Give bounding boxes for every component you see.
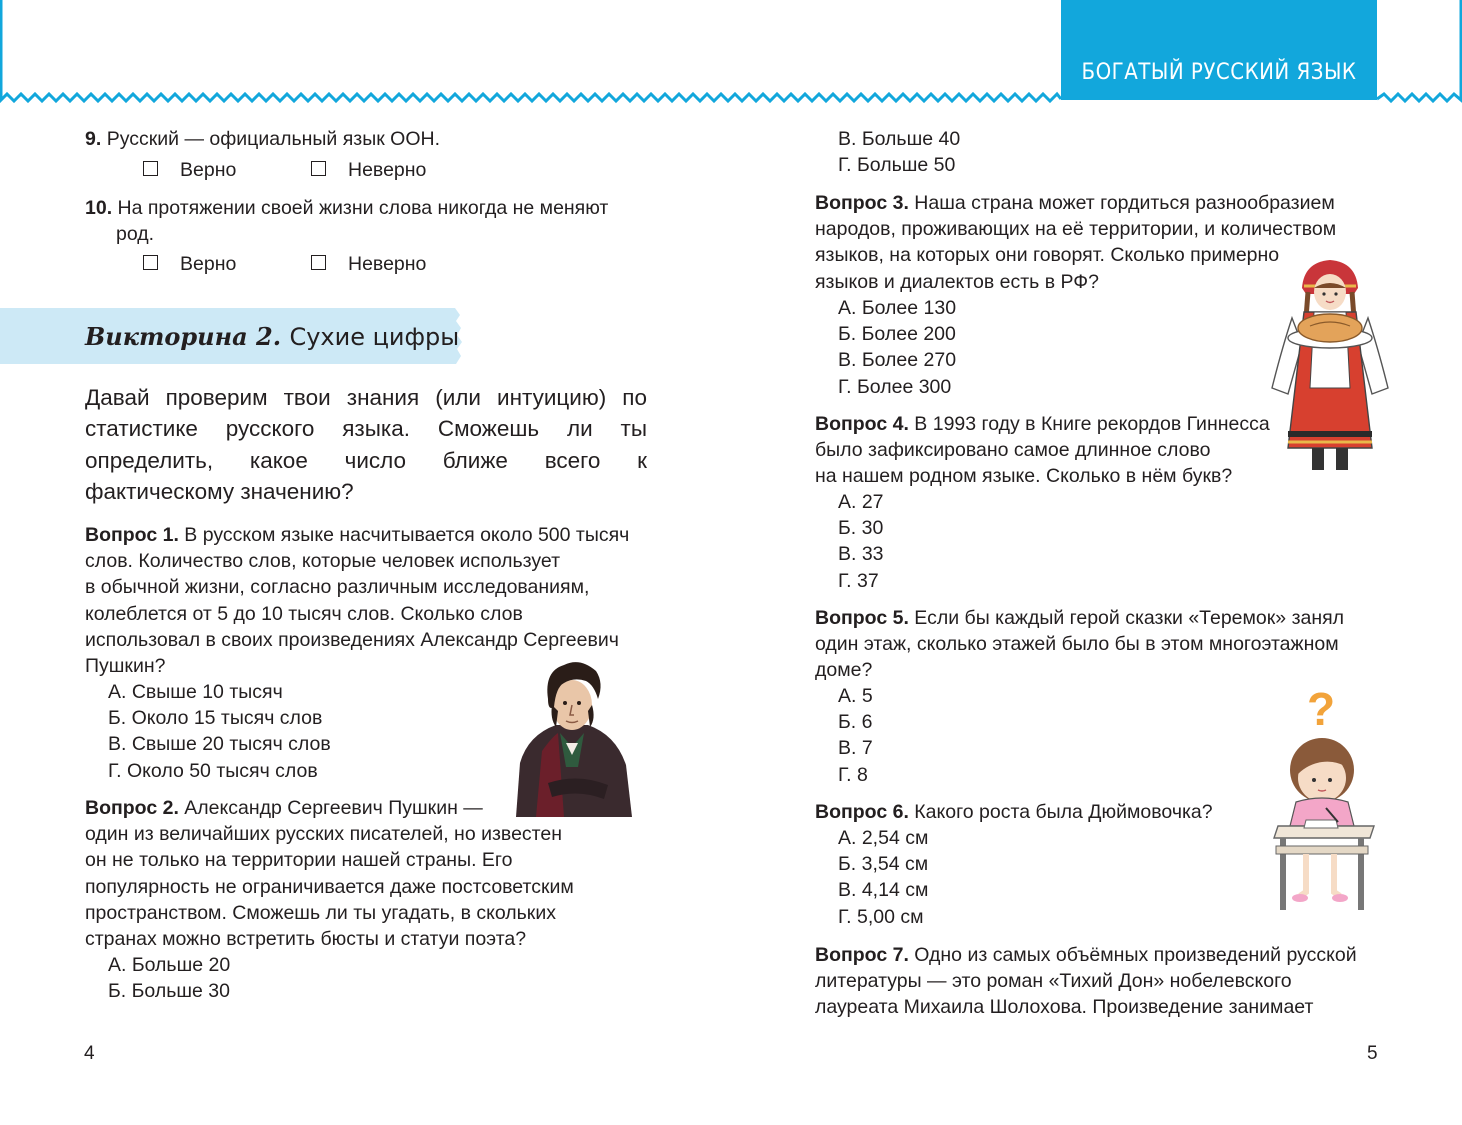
question-2-line: Александр Сергеевич Пушкин — bbox=[184, 797, 483, 819]
question-2 bbox=[85, 795, 685, 952]
quiz-title bbox=[85, 320, 459, 354]
girl-at-desk-illustration bbox=[1266, 734, 1380, 918]
question-9-choices bbox=[143, 159, 426, 185]
option: Г. Более 300 bbox=[838, 375, 952, 398]
option: Б. 6 bbox=[838, 711, 873, 734]
question-7-line: лауреата Михаила Шолохова. Произведение занимает bbox=[815, 996, 1314, 1019]
question-6-label: Вопрос 6. bbox=[815, 801, 909, 823]
option: В. Свыше 20 тысяч слов bbox=[108, 733, 331, 756]
option: А. 2,54 см bbox=[838, 827, 929, 849]
option: Б. Около 15 тысяч слов bbox=[108, 707, 323, 730]
question-5-line: Если бы каждый герой сказки «Теремок» занял bbox=[914, 607, 1345, 629]
question-4 bbox=[815, 411, 1405, 490]
option: Г. 37 bbox=[838, 569, 879, 592]
running-header-title: БОГАТЫЙ РУССКИЙ ЯЗЫК bbox=[1081, 60, 1357, 85]
question-3-line: Наша страна может гордиться разнообразием bbox=[914, 192, 1335, 214]
choice-false-label: Неверно bbox=[348, 253, 427, 275]
question-10-number: 10. bbox=[85, 197, 113, 219]
question-4-options bbox=[838, 489, 884, 594]
question-3-line: народов, проживающих на её территории, и количеством bbox=[815, 218, 1337, 241]
page-number-right: 5 bbox=[1367, 1043, 1378, 1064]
question-5-options bbox=[838, 683, 873, 788]
question-4-line: на нашем родном языке. Сколько в нём букв? bbox=[815, 465, 1233, 488]
choice-true-label: Верно bbox=[180, 253, 237, 275]
question-1-line: колеблется от 5 до 10 тысяч слов. Сколько слов bbox=[85, 602, 523, 625]
question-3-options bbox=[838, 295, 956, 400]
option: В. Более 270 bbox=[838, 349, 957, 372]
option: А. Более 130 bbox=[838, 297, 957, 319]
quiz-title-number: Викторина 2. bbox=[85, 322, 282, 351]
option: В. 4,14 см bbox=[838, 879, 929, 902]
option: Г. Больше 50 bbox=[838, 154, 956, 177]
option: Б. 3,54 см bbox=[838, 853, 929, 876]
option: В. 7 bbox=[838, 737, 873, 760]
question-2-line: странах можно встретить бюсты и статуи поэта? bbox=[85, 928, 527, 951]
option: Б. Более 200 bbox=[838, 323, 956, 346]
page-number-left: 4 bbox=[84, 1043, 95, 1064]
header-tab bbox=[1061, 0, 1377, 100]
question-10-text: На протяжении своей жизни слова никогда не меняют bbox=[117, 197, 609, 219]
question-1-line: в обычной жизни, согласно различным исследованиям, bbox=[85, 576, 590, 599]
question-10-text-cont: род. bbox=[116, 223, 155, 245]
question-2-options-continued bbox=[838, 126, 960, 178]
question-7-label: Вопрос 7. bbox=[815, 944, 909, 966]
question-2-line: он не только на территории нашей страны. Его bbox=[85, 849, 513, 872]
question-7-line: литературы — это роман «Тихий Дон» нобелевского bbox=[815, 970, 1292, 993]
quiz-subtitle: Сухие цифры bbox=[289, 323, 460, 351]
question-7 bbox=[815, 942, 1415, 1021]
option: А. Свыше 10 тысяч bbox=[108, 681, 283, 703]
option: Г. 8 bbox=[838, 763, 868, 786]
question-1-line: использовал в своих произведениях Александр Сергеевич bbox=[85, 628, 619, 651]
option: А. Больше 20 bbox=[108, 954, 231, 976]
question-3-label: Вопрос 3. bbox=[815, 192, 909, 214]
checkbox[interactable] bbox=[143, 161, 158, 176]
option: Г. Около 50 тысяч слов bbox=[108, 759, 318, 782]
question-6-options bbox=[838, 825, 928, 930]
option: Б. 30 bbox=[838, 517, 884, 540]
question-2-line: один из величайших русских писателей, но известен bbox=[85, 823, 562, 846]
question-5-label: Вопрос 5. bbox=[815, 607, 909, 629]
question-9-text: Русский — официальный язык ООН. bbox=[106, 128, 440, 150]
question-3-line: языков и диалектов есть в РФ? bbox=[815, 270, 1099, 293]
intro-paragraph: Давай проверим твои знания (или интуицию) по статистике русского языка. Сможешь ли ты определить, какое число ближе всего к фактическому значению? bbox=[85, 385, 647, 504]
question-5 bbox=[815, 605, 1415, 684]
question-2-line: пространством. Сможешь ли ты угадать, в скольких bbox=[85, 901, 556, 924]
question-5-line: один этаж, сколько этажей было бы в этом многоэтажном bbox=[815, 633, 1339, 656]
option: Б. Больше 30 bbox=[108, 980, 230, 1003]
checkbox[interactable] bbox=[311, 161, 326, 176]
pushkin-portrait-illustration bbox=[508, 655, 636, 817]
question-2-label: Вопрос 2. bbox=[85, 797, 179, 819]
question-5-line: доме? bbox=[815, 659, 873, 682]
question-4-line: было зафиксировано самое длинное слово bbox=[815, 439, 1211, 462]
question-1-line: слов. Количество слов, которые человек использует bbox=[85, 550, 561, 573]
checkbox[interactable] bbox=[143, 255, 158, 270]
choice-false-label: Неверно bbox=[348, 159, 427, 181]
question-2-line: популярность не ограничивается даже постсоветским bbox=[85, 875, 574, 898]
question-1-line: В русском языке насчитывается около 500 тысяч bbox=[184, 524, 630, 546]
question-9-number: 9. bbox=[85, 128, 102, 150]
option: А. 27 bbox=[838, 491, 884, 513]
option: В. 33 bbox=[838, 543, 884, 566]
question-3-line: языков, на которых они говорят. Сколько примерно bbox=[815, 244, 1280, 267]
question-4-line: В 1993 году в Книге рекордов Гиннесса bbox=[914, 413, 1270, 435]
question-6-line: Какого роста была Дюймовочка? bbox=[914, 801, 1213, 823]
option: А. 5 bbox=[838, 685, 873, 707]
question-1-options bbox=[108, 679, 331, 784]
question-9 bbox=[85, 126, 440, 152]
question-7-line: Одно из самых объёмных произведений русской bbox=[914, 944, 1357, 966]
option: В. Больше 40 bbox=[838, 128, 961, 150]
question-1-line: Пушкин? bbox=[85, 655, 166, 678]
choice-true-label: Верно bbox=[180, 159, 237, 181]
option: Г. 5,00 см bbox=[838, 905, 924, 928]
question-4-label: Вопрос 4. bbox=[815, 413, 909, 435]
question-10 bbox=[85, 195, 608, 221]
question-mark-icon: ? bbox=[1307, 683, 1336, 735]
question-10-choices bbox=[143, 253, 426, 279]
question-1-label: Вопрос 1. bbox=[85, 524, 179, 546]
checkbox[interactable] bbox=[311, 255, 326, 270]
question-2-options bbox=[108, 952, 230, 1004]
question-6 bbox=[815, 799, 1415, 825]
